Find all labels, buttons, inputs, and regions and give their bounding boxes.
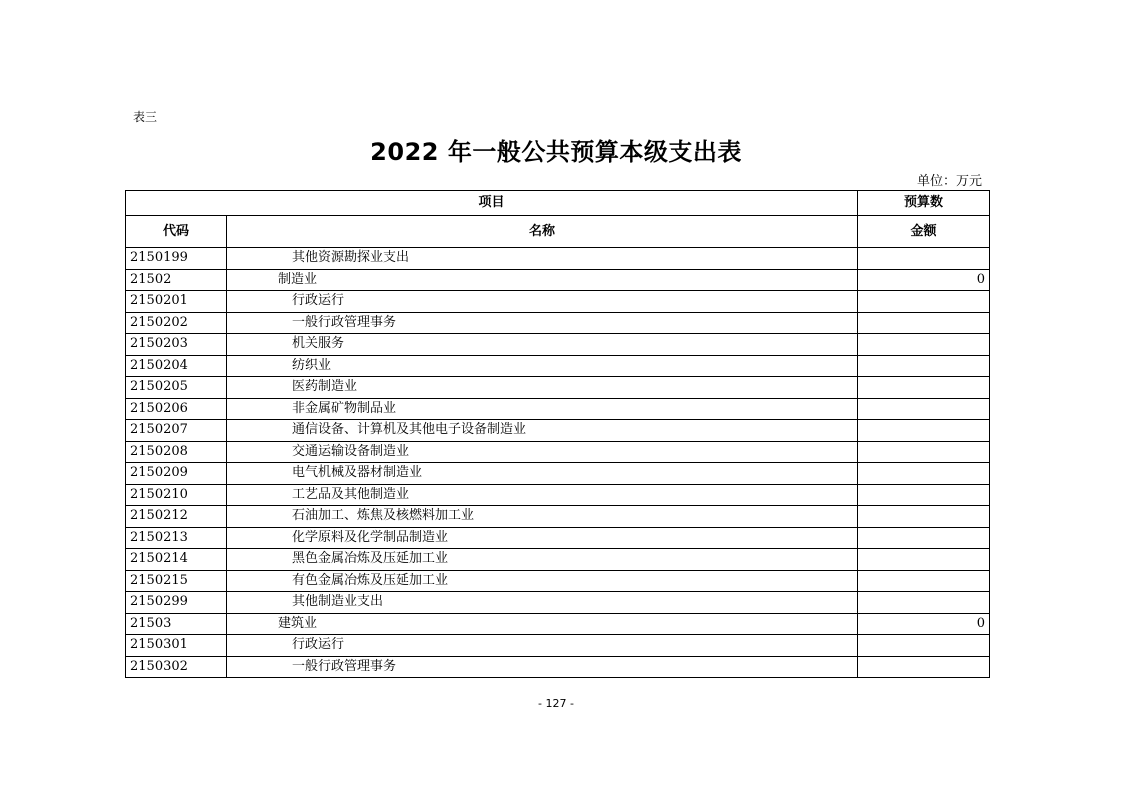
table-label: 表三: [133, 110, 158, 124]
table-row: [126, 269, 990, 291]
row-amount: [858, 463, 990, 485]
row-name: 其他资源勘探业支出: [292, 250, 410, 266]
row-name-cell: [227, 613, 858, 635]
table-row: [126, 613, 990, 635]
row-code: 2150201: [126, 291, 227, 313]
row-name: 制造业: [278, 271, 318, 287]
row-code: 2150209: [126, 463, 227, 485]
row-name-cell: [227, 269, 858, 291]
row-code: 2150214: [126, 549, 227, 571]
row-name-cell: [227, 355, 858, 377]
row-amount: [858, 549, 990, 571]
table-body: [126, 248, 990, 678]
row-name: 交通运输设备制造业: [292, 443, 410, 459]
table-row: [126, 377, 990, 399]
table-row: [126, 398, 990, 420]
row-name-cell: [227, 334, 858, 356]
table-row: [126, 291, 990, 313]
row-code: 2150213: [126, 527, 227, 549]
row-code: 2150203: [126, 334, 227, 356]
row-name-cell: [227, 248, 858, 270]
row-name: 其他制造业支出: [292, 594, 384, 610]
row-name-cell: [227, 570, 858, 592]
table-row: [126, 592, 990, 614]
row-amount: [858, 420, 990, 442]
row-amount: [858, 377, 990, 399]
row-name-cell: [227, 484, 858, 506]
row-name: 工艺品及其他制造业: [292, 486, 410, 502]
row-code: 2150212: [126, 506, 227, 528]
header-budget: 预算数: [858, 191, 990, 216]
row-amount: [858, 441, 990, 463]
row-amount: 0: [858, 613, 990, 635]
row-code: 2150204: [126, 355, 227, 377]
table-row: [126, 312, 990, 334]
row-code: 2150199: [126, 248, 227, 270]
row-name: 非金属矿物制品业: [292, 400, 397, 416]
row-amount: [858, 334, 990, 356]
row-amount: [858, 291, 990, 313]
row-code: 2150215: [126, 570, 227, 592]
row-name-cell: [227, 592, 858, 614]
row-name-cell: [227, 463, 858, 485]
unit-label: 单位：万元: [916, 174, 982, 189]
budget-table: [125, 190, 990, 678]
row-amount: [858, 355, 990, 377]
table-row: [126, 549, 990, 571]
group-header-row: [126, 191, 990, 216]
row-code: 2150210: [126, 484, 227, 506]
row-code: 2150207: [126, 420, 227, 442]
row-code: 2150299: [126, 592, 227, 614]
row-name: 一般行政管理事务: [292, 658, 397, 674]
table-row: [126, 506, 990, 528]
row-name-cell: [227, 527, 858, 549]
row-amount: [858, 527, 990, 549]
header-amount: 金额: [858, 216, 990, 248]
header-code: 代码: [126, 216, 227, 248]
row-amount: [858, 312, 990, 334]
row-amount: [858, 656, 990, 678]
row-amount: [858, 592, 990, 614]
table-row: [126, 484, 990, 506]
row-amount: 0: [858, 269, 990, 291]
table-row: [126, 334, 990, 356]
row-name: 建筑业: [278, 615, 318, 631]
page-title: 2022 年一般公共预算本级支出表: [370, 138, 742, 166]
row-name-cell: [227, 656, 858, 678]
row-code: 21503: [126, 613, 227, 635]
header-project: 项目: [126, 191, 858, 216]
row-amount: [858, 506, 990, 528]
row-amount: [858, 248, 990, 270]
page-number: - 127 -: [538, 697, 574, 710]
row-code: 2150301: [126, 635, 227, 657]
table-row: [126, 248, 990, 270]
table-row: [126, 420, 990, 442]
row-name-cell: [227, 635, 858, 657]
row-code: 2150202: [126, 312, 227, 334]
table-row: [126, 656, 990, 678]
row-name: 行政运行: [292, 637, 345, 653]
table-row: [126, 570, 990, 592]
row-amount: [858, 570, 990, 592]
row-name-cell: [227, 506, 858, 528]
header-name: 名称: [227, 216, 858, 248]
row-name: 有色金属冶炼及压延加工业: [292, 572, 449, 588]
row-name: 黑色金属冶炼及压延加工业: [292, 551, 449, 567]
table-row: [126, 463, 990, 485]
row-name-cell: [227, 291, 858, 313]
column-header-row: [126, 216, 990, 248]
row-code: 2150302: [126, 656, 227, 678]
table-row: [126, 527, 990, 549]
row-amount: [858, 635, 990, 657]
row-name: 化学原料及化学制品制造业: [292, 529, 449, 545]
row-name-cell: [227, 441, 858, 463]
row-code: 21502: [126, 269, 227, 291]
row-amount: [858, 398, 990, 420]
row-name-cell: [227, 398, 858, 420]
row-name-cell: [227, 420, 858, 442]
table-row: [126, 635, 990, 657]
row-name: 一般行政管理事务: [292, 314, 397, 330]
row-name-cell: [227, 312, 858, 334]
row-name: 石油加工、炼焦及核燃料加工业: [292, 508, 475, 524]
table-row: [126, 355, 990, 377]
row-name: 纺织业: [292, 357, 332, 373]
row-amount: [858, 484, 990, 506]
row-code: 2150206: [126, 398, 227, 420]
row-name: 机关服务: [292, 336, 345, 352]
row-name: 电气机械及器材制造业: [292, 465, 423, 481]
row-name-cell: [227, 549, 858, 571]
row-name: 行政运行: [292, 293, 345, 309]
table-row: [126, 441, 990, 463]
row-code: 2150208: [126, 441, 227, 463]
row-name-cell: [227, 377, 858, 399]
row-code: 2150205: [126, 377, 227, 399]
row-name: 通信设备、计算机及其他电子设备制造业: [292, 422, 527, 438]
row-name: 医药制造业: [292, 379, 358, 395]
